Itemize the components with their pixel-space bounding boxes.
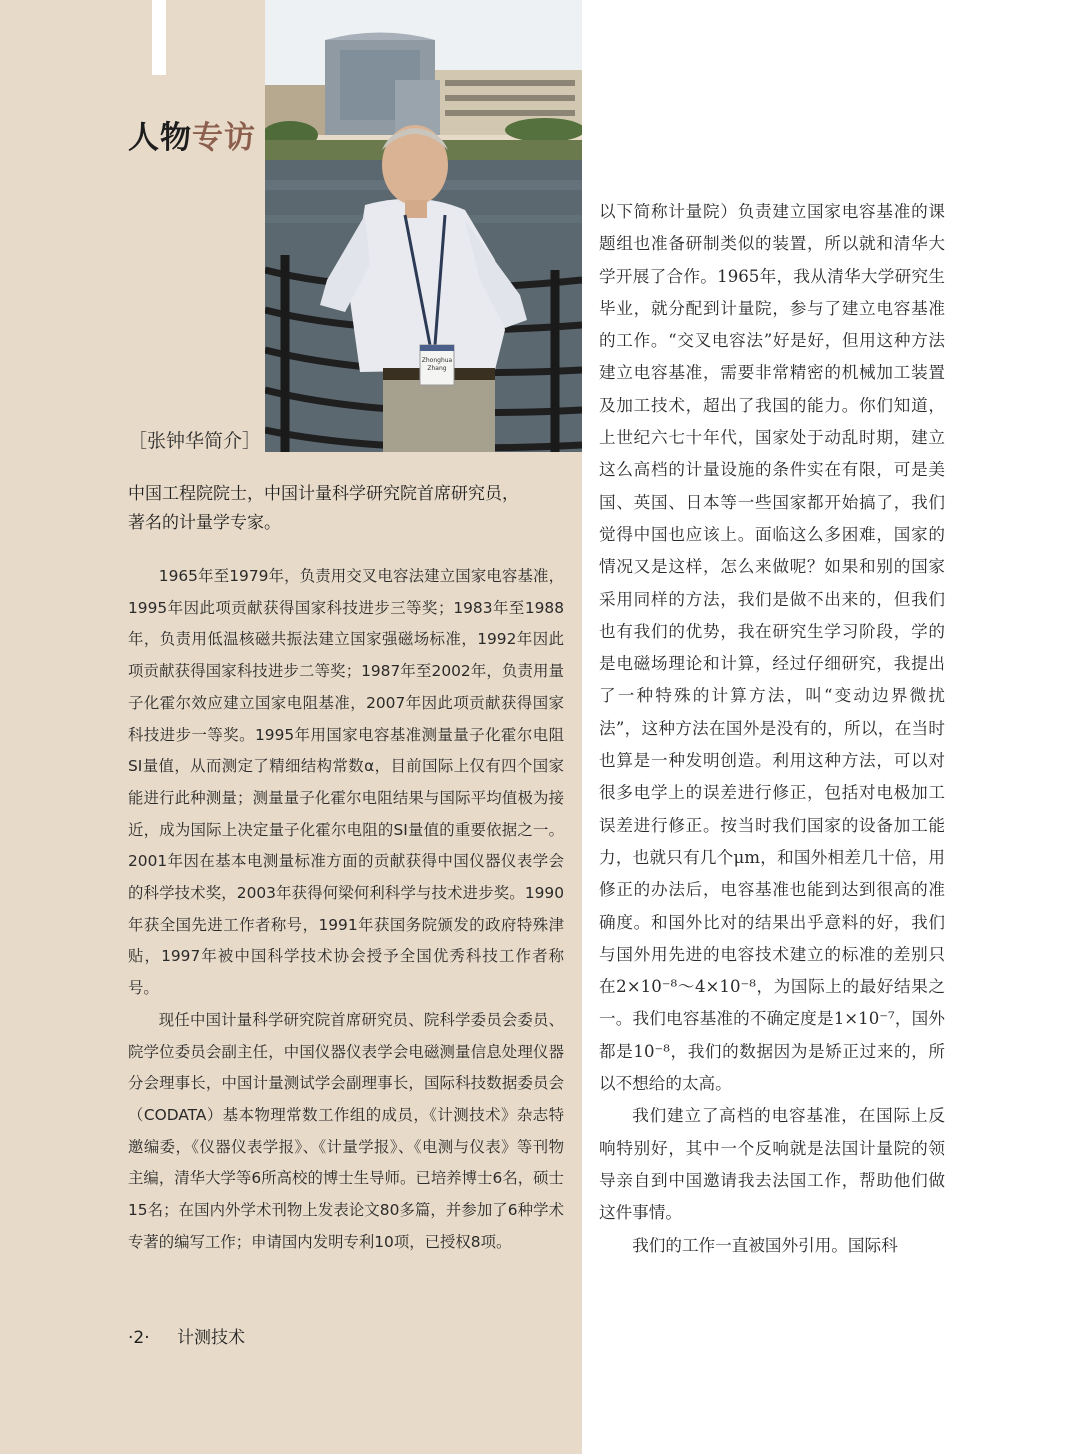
bio-paragraph-2: 现任中国计量科学研究院首席研究员、院科学委员会委员、院学位委员会副主任，中国仪器仪表学会电磁测量信息处理仪器分会理事长，中国计量测试学会副理事长，国际科技数据委员会（CODATA）基本物理常数工作组的成员，《计测技术》杂志特邀编委，《仪器仪表学报》、《计量学报》、《电测与仪表》等刊物主编，清华大学等6所高校的博士生导师。已培养博士6名，硕士15名；在国内外学术刊物上发表论文80多篇，并参加了6种学术专著的编写工作；申请国内发明专利10项，已授权8项。: [128, 1010, 564, 1251]
section-title-part1: 人物: [128, 120, 192, 156]
intro-line2: 著名的计量学专家。: [128, 513, 281, 533]
page-footer: [128, 1323, 245, 1348]
journal-name: 计测技术: [177, 1328, 246, 1348]
badge-name-line2: Zhang: [427, 365, 447, 372]
article-paragraph-2: 我们建立了高档的电容基准，在国际上反响特别好，其中一个反响就是法国计量院的领导亲自到中国邀请我去法国工作，帮助他们做这件事情。: [599, 1106, 945, 1223]
bio-text: [128, 561, 564, 1258]
portrait-photo: [265, 0, 582, 452]
article-paragraph-1: 以下简称计量院）负责建立国家电容基准的课题组也准备研制类似的装置，所以就和清华大学开展了合作。1965年，我从清华大学研究生毕业，就分配到计量院，参与了建立电容基准的工作。“交叉电容法”好是好，但用这种方法建立电容基准，需要非常精密的机械加工装置及加工技术，超出了我国的能力。你们知道，上世纪六七十年代，国家处于动乱时期，建立这么高档的计量设施的条件实在有限，可是美国、英国、日本等一些国家都开始搞了，我们觉得中国也应该上。面临这么多困难，国家的情况又是这样，怎么来做呢？如果和别的国家采用同样的方法，我们是做不出来的，但我们也有我们的优势，我在研究生学习阶段，学的是电磁场理论和计算，经过仔细研究，我提出了一种特殊的计算方法，叫“变动边界微扰法”，这种方法在国外是没有的，所以，在当时也算是一种发明创造。利用这种方法，可以对很多电学上的误差进行修正，包括对电极加工误差进行修正。按当时我们国家的设备加工能力，也就只有几个μm，和国外相差几十倍，用修正的办法后，电容基准也能到达到很高的准确度。和国外比对的结果出乎意料的好，我们与国外用先进的电容技术建立的标准的差别只在2×10⁻⁸～4×10⁻⁸，为国际上的最好结果之一。我们电容基准的不确定度是1×10⁻⁷，国外都是10⁻⁸，我们的数据因为是矫正过来的，所以不想给的太高。: [599, 202, 945, 1094]
decorative-stripe: [152, 0, 166, 75]
page-number: ·2·: [128, 1328, 150, 1348]
badge-name-line1: Zhonghua: [421, 357, 453, 364]
portrait-photo-illustration: [265, 0, 582, 452]
section-title: [128, 112, 256, 157]
intro-text: [128, 480, 568, 538]
article-body: [599, 196, 945, 1262]
section-title-part2: 专访: [192, 120, 256, 156]
article-paragraph-3: 我们的工作一直被国外引用。国际科: [632, 1235, 898, 1255]
bio-paragraph-1: 1965年至1979年，负责用交叉电容法建立国家电容基准，1995年因此项贡献获得国家科技进步三等奖；1983年至1988年，负责用低温核磁共振法建立国家强磁场标准，1992年因此项贡献获得国家科技进步二等奖；1987年至2002年，负责用量子化霍尔效应建立国家电阻基准，2007年因此项贡献获得国家科技进步一等奖。1995年用国家电容基准测量量子化霍尔电阻SI量值，从而测定了精细结构常数α，目前国际上仅有四个国家能进行此种测量；测量量子化霍尔电阻结果与国际平均值极为接近，成为国际上决定量子化霍尔电阻的SI量值的重要依据之一。2001年因在基本电测量标准方面的贡献获得中国仪器仪表学会的科学技术奖，2003年获得何梁何利科学与技术进步奖。1990年获全国先进工作者称号，1991年获国务院颁发的政府特殊津贴，1997年被中国科学技术协会授予全国优秀科技工作者称号。: [128, 567, 564, 998]
profile-label: ［张钟华简介］: [128, 430, 262, 452]
intro-line1: 中国工程院院士，中国计量科学研究院首席研究员，: [128, 484, 519, 504]
